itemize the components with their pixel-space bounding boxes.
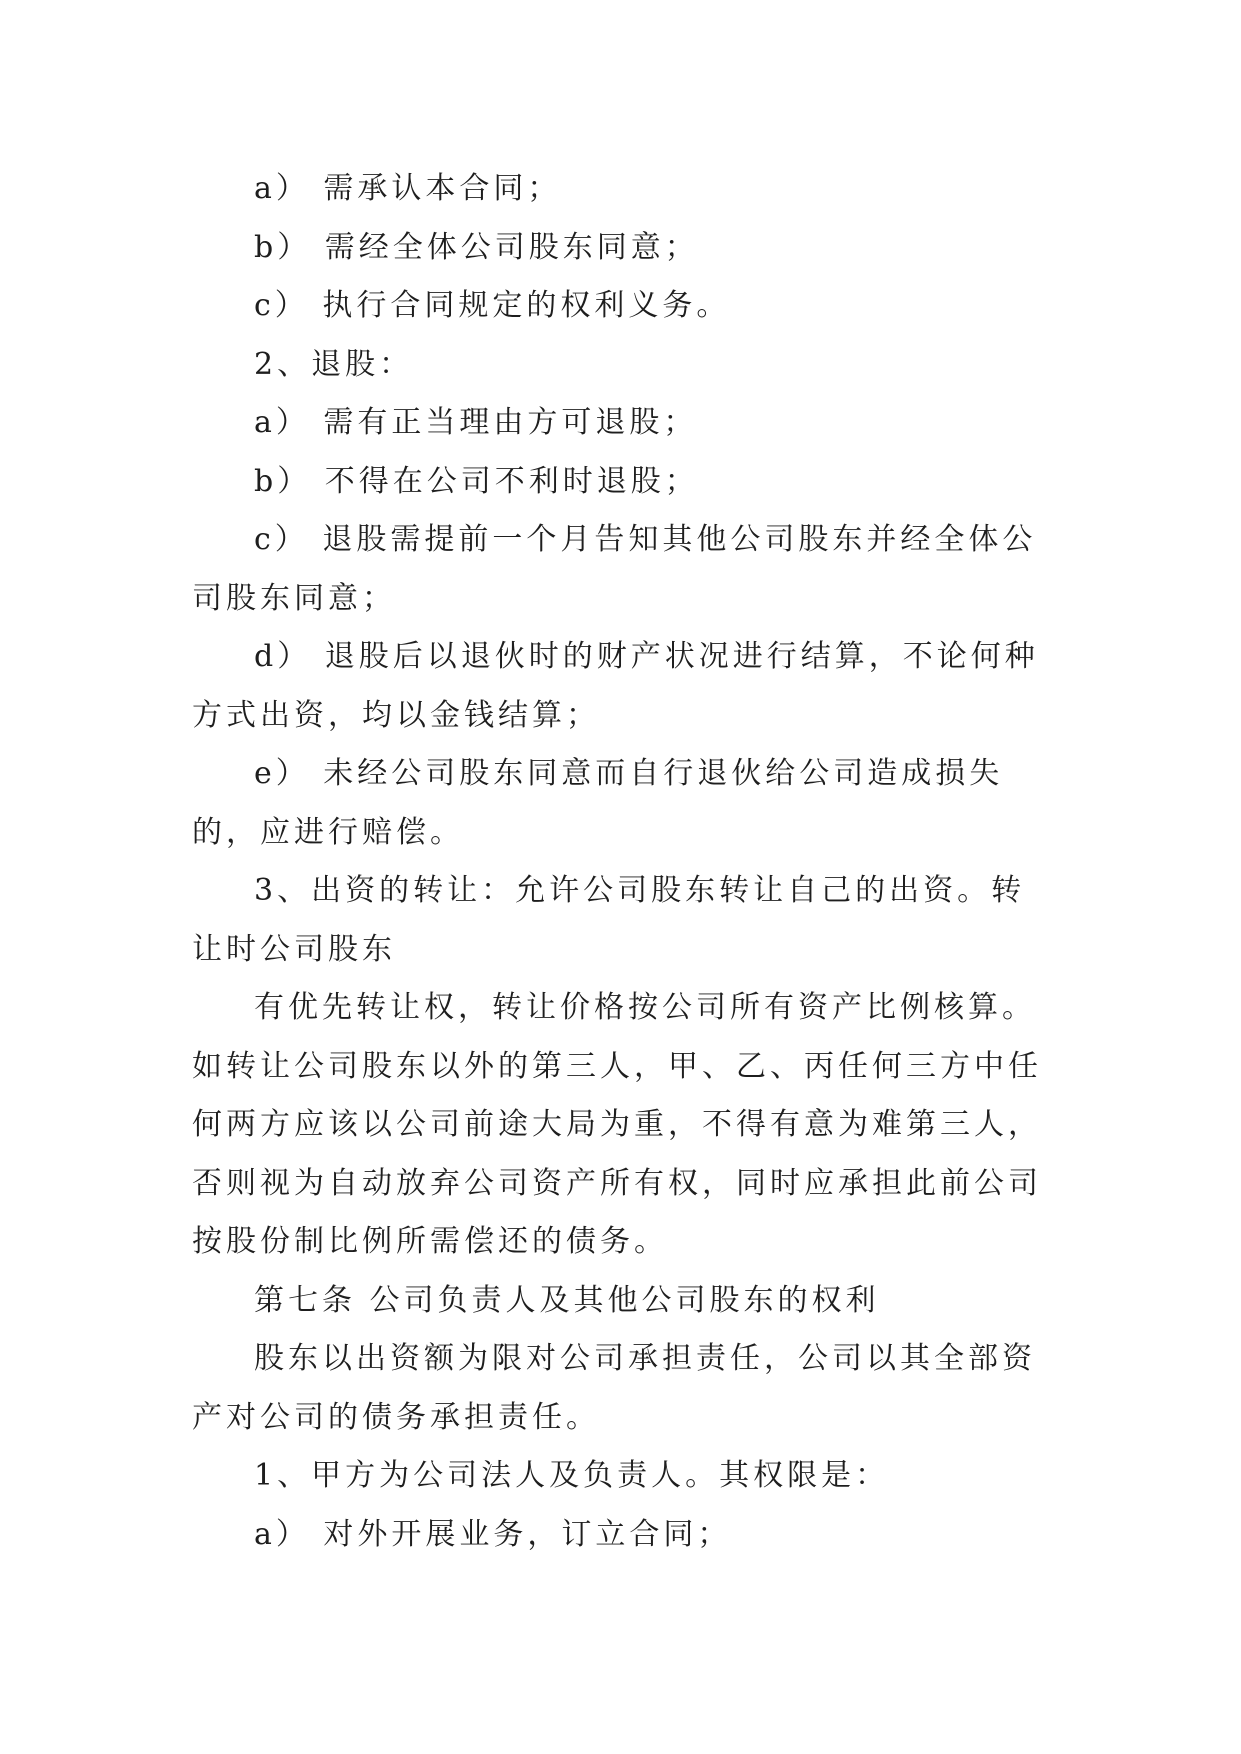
- paragraph-item-e-compensation: e） 未经公司股东同意而自行退伙给公司造成损失的，应进行赔偿。: [192, 756, 1004, 850]
- paragraph-item-b-shareholder-consent: b） 需经全体公司股东同意；: [254, 229, 699, 265]
- paragraph-party-a-authority: 1、甲方为公司法人及负责人。其权限是：: [254, 1458, 890, 1493]
- paragraph-item-c-advance-notice: c） 退股需提前一个月告知其他公司股东并经全体公司股东同意；: [192, 522, 1037, 616]
- paragraph-withdrawal-heading: 2、退股：: [254, 346, 414, 382]
- paragraph-item-a-business-contracts: a） 对外开展业务，订立合同；: [254, 1516, 732, 1552]
- paragraph-article-seven-heading: 第七条 公司负责人及其他公司股东的权利: [254, 1282, 880, 1318]
- paragraph-priority-transfer: 有优先转让权，转让价格按公司所有资产比例核算。如转让公司股东以外的第三人，甲、乙、丙任何三方中任何两方应该以公司前途大局为重，不得有意为难第三人，否则视为自动放弃公司资产所有权，同时应承担此前公司按股份制比例所需偿还的债务。: [192, 990, 1042, 1259]
- paragraph-capital-transfer: 3、出资的转让：允许公司股东转让自己的出资。转让时公司股东: [192, 873, 1026, 967]
- document-body: [192, 160, 1052, 1564]
- paragraph-item-b-unfavorable-time: b） 不得在公司不利时退股；: [254, 463, 699, 499]
- paragraph-item-a-acknowledge-contract: a） 需承认本合同；: [254, 171, 562, 206]
- paragraph-item-d-settlement: d） 退股后以退伙时的财产状况进行结算，不论何种方式出资，均以金钱结算；: [192, 639, 1039, 733]
- paragraph-item-c-execute-rights: c） 执行合同规定的权利义务。: [254, 288, 731, 323]
- paragraph-liability: 股东以出资额为限对公司承担责任，公司以其全部资产对公司的债务承担责任。: [192, 1341, 1036, 1435]
- paragraph-item-a-just-reason: a） 需有正当理由方可退股；: [254, 405, 698, 440]
